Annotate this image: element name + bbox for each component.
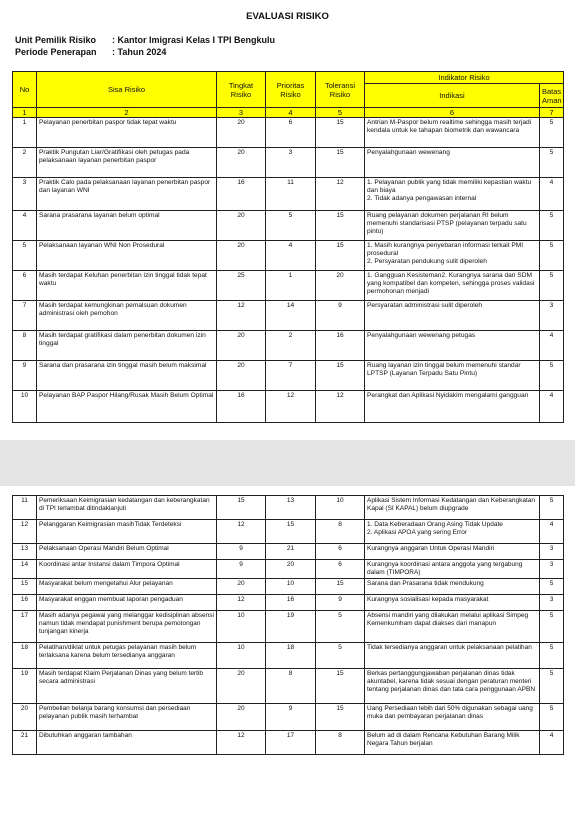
row-batas-aman: 3 xyxy=(540,544,564,560)
row-indikasi: Tidak tersedianya anggaran untuk pelaksanaan pelatihan xyxy=(365,642,540,668)
row-prioritas-risiko: 15 xyxy=(266,520,316,544)
period-line xyxy=(15,47,166,57)
row-tingkat-risiko: 12 xyxy=(217,730,266,754)
row-tingkat-risiko: 10 xyxy=(217,610,266,642)
column-number: 1 xyxy=(13,108,37,118)
row-sisa-risiko: Masyarakat enggan membuat laporan pengaduan xyxy=(37,594,217,610)
row-toleransi-risiko: 12 xyxy=(316,391,365,423)
row-prioritas-risiko: 1 xyxy=(266,271,316,301)
header-sisa-risiko: Sisa Risiko xyxy=(37,72,217,108)
row-tingkat-risiko: 16 xyxy=(217,391,266,423)
row-no: 3 xyxy=(13,178,37,211)
row-toleransi-risiko: 9 xyxy=(316,594,365,610)
table-row xyxy=(13,703,564,730)
row-sisa-risiko: Sarana prasarana layanan belum optimal xyxy=(37,211,217,241)
table-row xyxy=(13,642,564,668)
row-prioritas-risiko: 10 xyxy=(266,578,316,594)
row-toleransi-risiko: 16 xyxy=(316,331,365,361)
row-sisa-risiko: Pelatihan/diklat untuk petugas pelayanan masih belum terlaksana karena belum tersedianya anggaran xyxy=(37,642,217,668)
row-batas-aman: 4 xyxy=(540,730,564,754)
period-label: Periode Penerapan xyxy=(15,47,97,57)
row-indikasi: 1. Gangguan Kesisteman2. Kurangnya sarana dan SDM yang kompatibel dan kompeten, sehingga proses validasi permohonan menjadi xyxy=(365,271,540,301)
row-toleransi-risiko: 15 xyxy=(316,703,365,730)
row-tingkat-risiko: 20 xyxy=(217,118,266,148)
row-indikasi: Ruang layanan izin tinggal belum memenuhi standar LPTSP (Layanan Terpadu Satu Pintu) xyxy=(365,361,540,391)
row-toleransi-risiko: 5 xyxy=(316,610,365,642)
column-number: 4 xyxy=(266,108,316,118)
table-row xyxy=(13,148,564,178)
row-indikasi: 1. Pelayanan publik yang tidak memiliki kepastian waktu dan biaya 2. Tidak adanya pengawasan internal xyxy=(365,178,540,211)
row-no: 9 xyxy=(13,361,37,391)
row-sisa-risiko: Dibutuhkan anggaran tambahan xyxy=(37,730,217,754)
row-prioritas-risiko: 21 xyxy=(266,544,316,560)
row-batas-aman: 3 xyxy=(540,594,564,610)
row-prioritas-risiko: 8 xyxy=(266,668,316,703)
row-tingkat-risiko: 10 xyxy=(217,642,266,668)
row-toleransi-risiko: 6 xyxy=(316,560,365,579)
row-sisa-risiko: Masih terdapat kemungkinan pemalsuan dokumen administrasi oleh pemohon xyxy=(37,301,217,331)
row-prioritas-risiko: 19 xyxy=(266,610,316,642)
row-prioritas-risiko: 2 xyxy=(266,331,316,361)
row-prioritas-risiko: 3 xyxy=(266,148,316,178)
row-toleransi-risiko: 15 xyxy=(316,148,365,178)
row-batas-aman: 3 xyxy=(540,301,564,331)
table-row xyxy=(13,520,564,544)
row-sisa-risiko: Pelayanan penerbitan paspor tidak tepat waktu xyxy=(37,118,217,148)
row-sisa-risiko: Koordinasi antar Instansi dalam Timpora Optimal xyxy=(37,560,217,579)
column-number: 5 xyxy=(316,108,365,118)
header-prioritas-risiko: Prioritas Risiko xyxy=(266,72,316,108)
row-indikasi: Aplikasi Sistem Informasi Kedatangan dan Keberangkatan Kapal (SI KAPAL) belum diupgrade xyxy=(365,496,540,520)
row-batas-aman: 3 xyxy=(540,560,564,579)
row-toleransi-risiko: 8 xyxy=(316,520,365,544)
risk-table-page-1 xyxy=(12,71,564,423)
row-no: 20 xyxy=(13,703,37,730)
row-sisa-risiko: Pelayanan BAP Paspor Hilang/Rusak Masih Belum Optimal xyxy=(37,391,217,423)
header-tingkat-risiko: Tingkat Risiko xyxy=(217,72,266,108)
table-row xyxy=(13,668,564,703)
row-tingkat-risiko: 20 xyxy=(217,668,266,703)
row-indikasi: Berkas pertanggungjawaban perjalanan dinas tidak akuntabel, karena tidak sesuai dengan peraturan menteri tentang perjalanan dinas dan tata cara penggunaan APBN xyxy=(365,668,540,703)
row-toleransi-risiko: 5 xyxy=(316,642,365,668)
table-row xyxy=(13,241,564,271)
row-toleransi-risiko: 15 xyxy=(316,118,365,148)
row-prioritas-risiko: 14 xyxy=(266,301,316,331)
row-sisa-risiko: Masih terdapat Keluhan penerbitan izin tinggal tidak tepat waktu xyxy=(37,271,217,301)
row-toleransi-risiko: 8 xyxy=(316,730,365,754)
row-indikasi: Uang Persediaan lebih dari 50% digunakan sebagai uang muka dan pembayaran perjalanan dinas xyxy=(365,703,540,730)
table-row xyxy=(13,578,564,594)
row-batas-aman: 5 xyxy=(540,361,564,391)
row-indikasi: Antrian M-Paspor belum realtime sehingga masih terjadi kendala untuk ke tahapan biometrik dan wawancara xyxy=(365,118,540,148)
table-row xyxy=(13,118,564,148)
header-indikasi: Indikasi xyxy=(365,84,540,108)
row-no: 7 xyxy=(13,301,37,331)
table-row xyxy=(13,496,564,520)
header-batas-aman: Batas Aman xyxy=(540,84,564,108)
table-row xyxy=(13,178,564,211)
row-prioritas-risiko: 18 xyxy=(266,642,316,668)
row-toleransi-risiko: 15 xyxy=(316,241,365,271)
row-tingkat-risiko: 20 xyxy=(217,241,266,271)
row-no: 14 xyxy=(13,560,37,579)
row-tingkat-risiko: 20 xyxy=(217,703,266,730)
period-value: : Tahun 2024 xyxy=(112,47,167,57)
row-indikasi: 1. Masih kurangnya penyebaran informasi terkait PMI prosedural 2. Persyaratan pendukung sulit diperoleh xyxy=(365,241,540,271)
row-batas-aman: 5 xyxy=(540,211,564,241)
document-page-2 xyxy=(0,486,575,824)
row-tingkat-risiko: 20 xyxy=(217,331,266,361)
row-prioritas-risiko: 20 xyxy=(266,560,316,579)
row-batas-aman: 4 xyxy=(540,391,564,423)
row-no: 1 xyxy=(13,118,37,148)
row-indikasi: Ruang pelayanan dokumen perjalanan RI belum memenuhi standarisasi PTSP (pelayanan terpadu satu pintu) xyxy=(365,211,540,241)
risk-table-page-2 xyxy=(12,495,564,755)
table-row xyxy=(13,730,564,754)
row-toleransi-risiko: 15 xyxy=(316,211,365,241)
row-prioritas-risiko: 6 xyxy=(266,118,316,148)
row-prioritas-risiko: 4 xyxy=(266,241,316,271)
row-indikasi: Absensi mandiri yang dilakukan melalui aplikasi Simpeg Kemenkumham dapat diakses dari manapun xyxy=(365,610,540,642)
row-indikasi: Kurangnya sosialisasi kepada masyarakat xyxy=(365,594,540,610)
row-indikasi: Kurangnya anggaran Untuk Operasi Mandiri xyxy=(365,544,540,560)
row-sisa-risiko: Masih adanya pegawai yang melanggar kedisiplinan absensi namun tidak mendapat punishment berupa pemotongan tunjangan kinerja xyxy=(37,610,217,642)
unit-value: : Kantor Imigrasi Kelas I TPI Bengkulu xyxy=(112,35,276,45)
column-number-row xyxy=(13,108,564,118)
row-prioritas-risiko: 17 xyxy=(266,730,316,754)
row-no: 15 xyxy=(13,578,37,594)
row-toleransi-risiko: 20 xyxy=(316,271,365,301)
row-batas-aman: 5 xyxy=(540,271,564,301)
row-sisa-risiko: Masih terdapat Klaim Perjalanan Dinas yang belum tertib secara administrasi xyxy=(37,668,217,703)
row-sisa-risiko: Pembelian belanja barang konsumsi dan persediaan pelayanan publik masih terhambat xyxy=(37,703,217,730)
row-batas-aman: 5 xyxy=(540,118,564,148)
column-number: 7 xyxy=(540,108,564,118)
row-tingkat-risiko: 20 xyxy=(217,211,266,241)
row-sisa-risiko: Praktik Calo pada pelaksanaan layanan penerbitan paspor dan layanan WNI xyxy=(37,178,217,211)
row-tingkat-risiko: 9 xyxy=(217,560,266,579)
row-no: 5 xyxy=(13,241,37,271)
document-title: EVALUASI RISIKO xyxy=(246,11,329,22)
row-no: 12 xyxy=(13,520,37,544)
row-batas-aman: 4 xyxy=(540,331,564,361)
column-number: 6 xyxy=(365,108,540,118)
row-indikasi: Kurangnya koordinasi antara anggota yang tergabung dalam (TIMPORA) xyxy=(365,560,540,579)
row-no: 8 xyxy=(13,331,37,361)
unit-label: Unit Pemilik Risiko xyxy=(15,35,97,45)
row-no: 11 xyxy=(13,496,37,520)
table-row xyxy=(13,594,564,610)
row-sisa-risiko: Pelaksanaan layanan WNI Non Prosedural xyxy=(37,241,217,271)
row-indikasi: 1. Data Keberadaan Orang Asing Tidak Update 2. Aplikasi APOA yang sering Error xyxy=(365,520,540,544)
table-row xyxy=(13,301,564,331)
column-number: 2 xyxy=(37,108,217,118)
row-tingkat-risiko: 20 xyxy=(217,148,266,178)
row-no: 21 xyxy=(13,730,37,754)
row-indikasi: Belum ad di dalam Rencana Kebutuhan Barang Milik Negara Tahun berjalan xyxy=(365,730,540,754)
row-indikasi: Penyalahgunaan wewenang petugas xyxy=(365,331,540,361)
row-prioritas-risiko: 16 xyxy=(266,594,316,610)
header-indikator-risiko: Indikator Risiko xyxy=(365,72,564,84)
row-batas-aman: 5 xyxy=(540,496,564,520)
row-tingkat-risiko: 25 xyxy=(217,271,266,301)
row-indikasi: Sarana dan Prasarana tidak mendukung xyxy=(365,578,540,594)
row-sisa-risiko: Praktik Pungutan Liar/Gratifikasi oleh petugas pada pelaksanaan layanan penerbitan paspor xyxy=(37,148,217,178)
row-tingkat-risiko: 12 xyxy=(217,301,266,331)
table-row xyxy=(13,391,564,423)
page-gap xyxy=(0,440,575,486)
row-indikasi: Perangkat dan Aplikasi Nyidakim mengalami gangguan xyxy=(365,391,540,423)
row-toleransi-risiko: 15 xyxy=(316,361,365,391)
row-tingkat-risiko: 9 xyxy=(217,544,266,560)
row-no: 2 xyxy=(13,148,37,178)
row-tingkat-risiko: 12 xyxy=(217,594,266,610)
table-row xyxy=(13,610,564,642)
row-no: 16 xyxy=(13,594,37,610)
row-prioritas-risiko: 9 xyxy=(266,703,316,730)
row-prioritas-risiko: 5 xyxy=(266,211,316,241)
row-tingkat-risiko: 12 xyxy=(217,520,266,544)
table-row xyxy=(13,331,564,361)
row-sisa-risiko: Sarana dan prasarana izin tinggal masih belum maksimal xyxy=(37,361,217,391)
table-row xyxy=(13,544,564,560)
row-tingkat-risiko: 20 xyxy=(217,361,266,391)
header-no: No xyxy=(13,72,37,108)
row-toleransi-risiko: 6 xyxy=(316,544,365,560)
row-toleransi-risiko: 9 xyxy=(316,301,365,331)
row-batas-aman: 5 xyxy=(540,241,564,271)
row-sisa-risiko: Masyarakat belum mengetahui Alur pelayanan xyxy=(37,578,217,594)
row-no: 13 xyxy=(13,544,37,560)
row-no: 17 xyxy=(13,610,37,642)
table-row xyxy=(13,211,564,241)
header-toleransi-risiko: Toleransi Risiko xyxy=(316,72,365,108)
row-prioritas-risiko: 12 xyxy=(266,391,316,423)
row-prioritas-risiko: 11 xyxy=(266,178,316,211)
row-batas-aman: 4 xyxy=(540,178,564,211)
row-batas-aman: 5 xyxy=(540,610,564,642)
row-tingkat-risiko: 15 xyxy=(217,496,266,520)
row-batas-aman: 5 xyxy=(540,148,564,178)
row-no: 19 xyxy=(13,668,37,703)
table-row xyxy=(13,560,564,579)
row-no: 18 xyxy=(13,642,37,668)
row-toleransi-risiko: 10 xyxy=(316,496,365,520)
row-batas-aman: 5 xyxy=(540,642,564,668)
row-sisa-risiko: Pelaksanaan Operasi Mandiri Belum Optimal xyxy=(37,544,217,560)
row-sisa-risiko: Masih terdapat gratifikasi dalam penerbitan dokumen izin tinggal xyxy=(37,331,217,361)
row-sisa-risiko: Pelanggaran Keimigrasian masihTidak Terdeteksi xyxy=(37,520,217,544)
row-toleransi-risiko: 15 xyxy=(316,578,365,594)
row-no: 10 xyxy=(13,391,37,423)
row-batas-aman: 5 xyxy=(540,703,564,730)
row-no: 6 xyxy=(13,271,37,301)
row-batas-aman: 5 xyxy=(540,668,564,703)
unit-line xyxy=(15,35,275,45)
row-indikasi: Penyalahgunaan wewenang xyxy=(365,148,540,178)
column-number: 3 xyxy=(217,108,266,118)
row-no: 4 xyxy=(13,211,37,241)
row-sisa-risiko: Pemeriksaan Keimigrasian kedatangan dan keberangkatan di TPI terlambat ditindaklanjuti xyxy=(37,496,217,520)
row-prioritas-risiko: 7 xyxy=(266,361,316,391)
row-prioritas-risiko: 13 xyxy=(266,496,316,520)
row-tingkat-risiko: 16 xyxy=(217,178,266,211)
row-batas-aman: 5 xyxy=(540,578,564,594)
row-tingkat-risiko: 20 xyxy=(217,578,266,594)
row-toleransi-risiko: 12 xyxy=(316,178,365,211)
table-row xyxy=(13,271,564,301)
row-indikasi: Persyaratan administrasi sulit diperoleh xyxy=(365,301,540,331)
row-toleransi-risiko: 15 xyxy=(316,668,365,703)
table-row xyxy=(13,361,564,391)
row-batas-aman: 4 xyxy=(540,520,564,544)
